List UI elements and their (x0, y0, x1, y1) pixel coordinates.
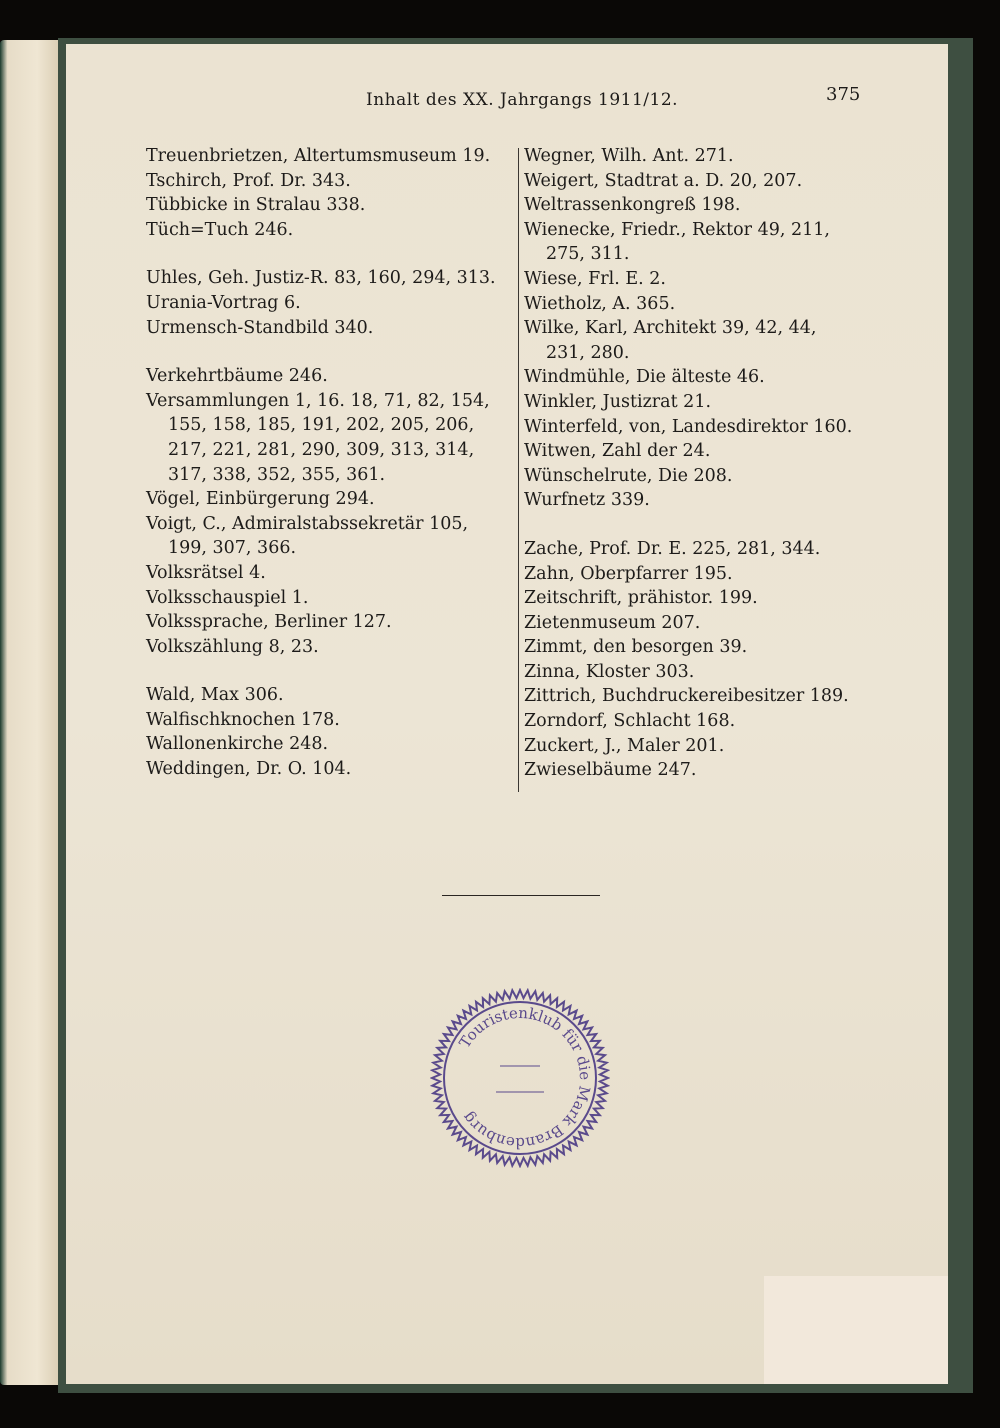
index-entry: Zahn, Oberpfarrer 195. (524, 563, 733, 584)
index-entry: Wünschelrute, Die 208. (524, 465, 733, 486)
index-entry: Tüch=Tuch 246. (146, 219, 294, 240)
section-gap (146, 659, 506, 683)
page-number: 375 (826, 84, 861, 105)
index-entry: Wienecke, Friedr., Rektor 49, 211, (524, 219, 830, 240)
svg-text:Touristenklub für die Mark Bra (456, 1004, 595, 1152)
index-column-left (146, 144, 506, 782)
index-entry: Wietholz, A. 365. (524, 293, 676, 314)
index-entry: Verkehrtbäume 246. (146, 366, 328, 387)
index-entry: Winterfeld, von, Landesdirektor 160. (524, 416, 853, 437)
index-entry: Wurfnetz 339. (524, 490, 650, 511)
index-entry: Treuenbrietzen, Altertumsmuseum 19. (146, 146, 491, 166)
index-entry: Voigt, C., Admiralstabssekretär 105, (146, 513, 469, 534)
index-entry: Zinna, Kloster 303. (524, 661, 695, 682)
index-entry: Weddingen, Dr. O. 104. (146, 759, 352, 780)
index-entry: Zorndorf, Schlacht 168. (524, 711, 736, 732)
index-entry: Walfischknochen 178. (146, 709, 340, 730)
index-entry: Wilke, Karl, Architekt 39, 42, 44, (524, 318, 817, 339)
paper-label-patch (764, 1276, 948, 1384)
index-entry: Wiese, Frl. E. 2. (524, 268, 666, 289)
index-entry-continuation: 199, 307, 366. (168, 538, 297, 559)
index-entry-continuation: 217, 221, 281, 290, 309, 313, 314, (168, 439, 475, 460)
index-entry: Windmühle, Die älteste 46. (524, 367, 765, 388)
index-entry: Urmensch-Standbild 340. (146, 317, 374, 338)
index-entry: Zuckert, J., Maler 201. (524, 735, 725, 756)
index-entry: Wallonenkirche 248. (146, 734, 329, 755)
index-entry: Zittrich, Buchdruckereibesitzer 189. (524, 686, 849, 707)
index-entry: Weltrassenkongreß 198. (524, 195, 741, 216)
index-entry-continuation: 275, 311. (546, 244, 630, 265)
index-entry: Volksschauspiel 1. (146, 587, 309, 608)
index-entry: Vögel, Einbürgerung 294. (146, 489, 375, 510)
index-entry: Wegner, Wilh. Ant. 271. (524, 146, 734, 166)
index-column-right (524, 144, 904, 783)
index-entry: Zeitschrift, prähistor. 199. (524, 588, 758, 609)
index-entry: Wald, Max 306. (146, 685, 284, 706)
stamp-text: Touristenklub für die Mark Brandenburg (455, 1003, 595, 1153)
index-page (66, 44, 948, 1384)
index-entry: Winkler, Justizrat 21. (524, 391, 712, 412)
section-gap (524, 513, 904, 537)
index-entry-continuation: 231, 280. (546, 342, 630, 363)
index-entry: Volkszählung 8, 23. (146, 636, 319, 657)
book-spine-edge (0, 40, 62, 1385)
index-entry: Volkssprache, Berliner 127. (146, 612, 392, 633)
end-rule (442, 895, 600, 896)
index-entry: Tschirch, Prof. Dr. 343. (146, 170, 351, 191)
section-gap (146, 340, 506, 364)
index-entry: Urania-Vortrag 6. (146, 292, 301, 313)
column-divider (518, 148, 519, 792)
index-entry: Zwieselbäume 247. (524, 760, 697, 781)
index-entry: Tübbicke in Stralau 338. (146, 195, 366, 216)
index-entry: Zache, Prof. Dr. E. 225, 281, 344. (524, 538, 821, 559)
index-entry: Volksrätsel 4. (146, 562, 266, 583)
index-entry: Versammlungen 1, 16. 18, 71, 82, 154, (146, 390, 490, 411)
index-entry: Uhles, Geh. Justiz-R. 83, 160, 294, 313. (146, 268, 496, 289)
index-entry: Witwen, Zahl der 24. (524, 441, 711, 462)
index-entry: Zietenmuseum 207. (524, 612, 701, 633)
index-entry: Weigert, Stadtrat a. D. 20, 207. (524, 170, 803, 191)
index-entry-continuation: 317, 338, 352, 355, 361. (168, 464, 386, 485)
running-header: Inhalt des XX. Jahrgangs 1911/12. (366, 90, 679, 110)
index-entry-continuation: 155, 158, 185, 191, 202, 205, 206, (168, 415, 475, 436)
index-entry: Zimmt, den besorgen 39. (524, 637, 748, 658)
section-gap (146, 242, 506, 266)
library-stamp-seal (430, 988, 610, 1168)
